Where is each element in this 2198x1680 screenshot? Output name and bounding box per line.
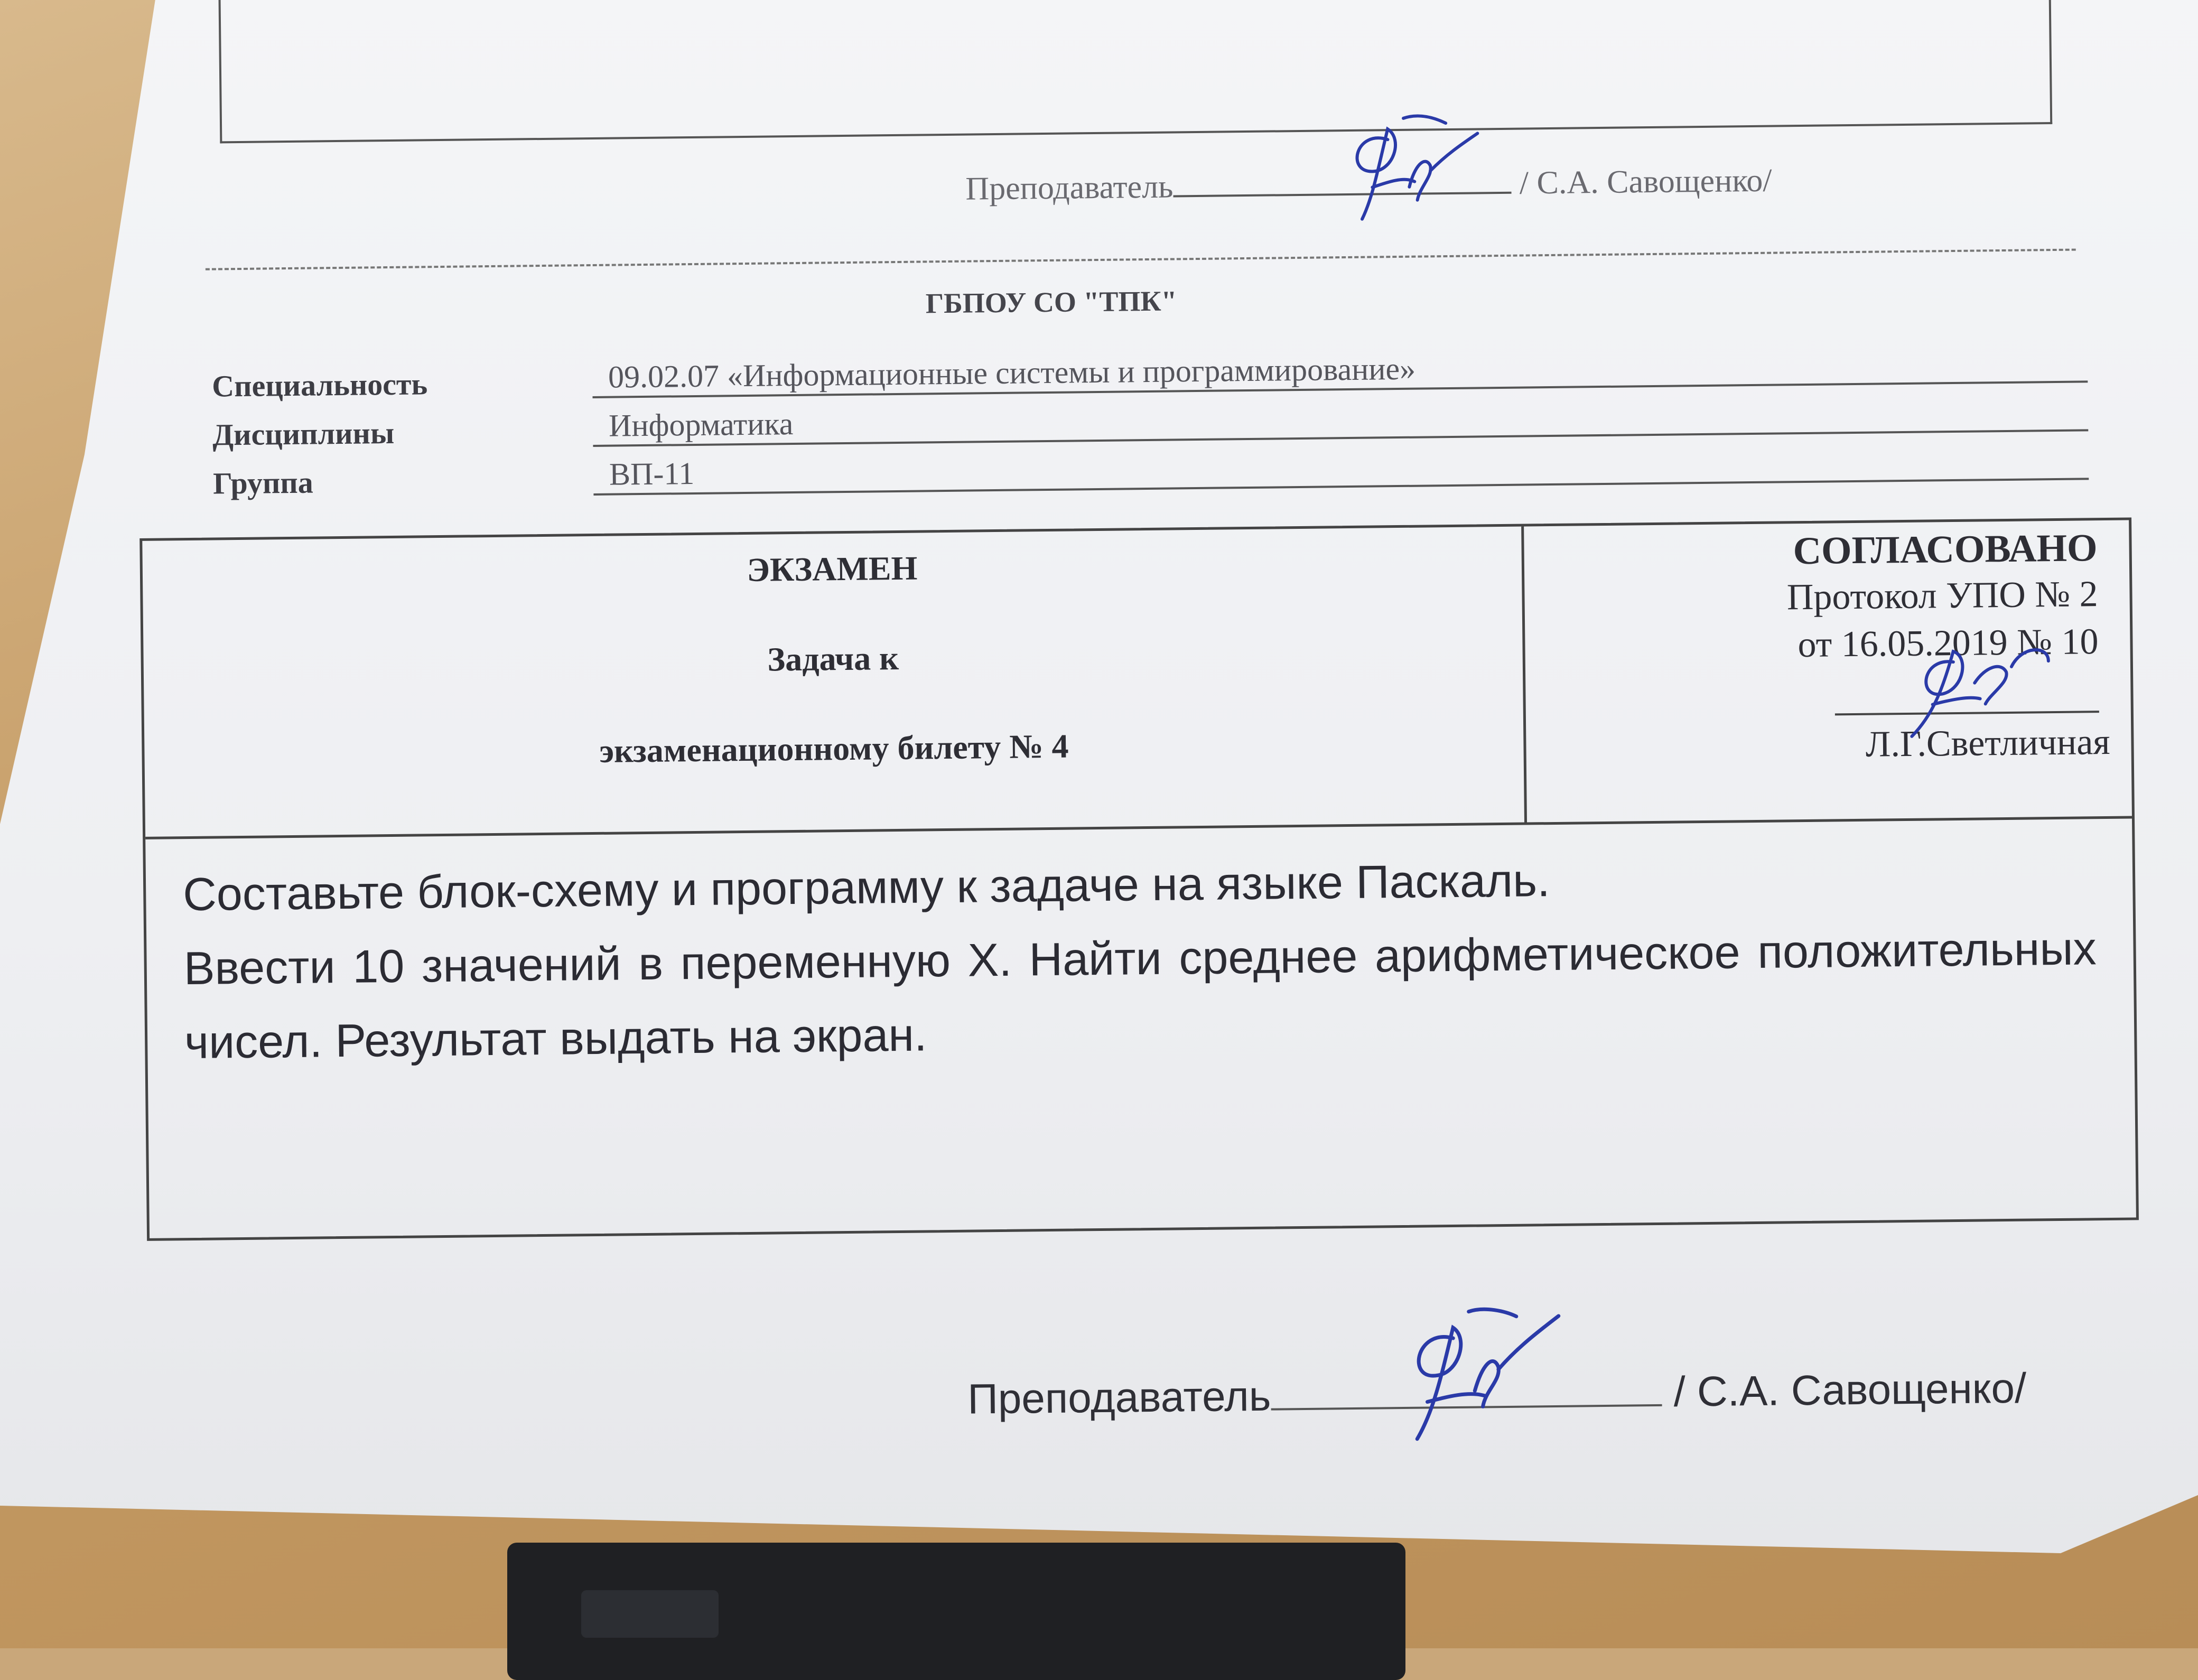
exam-title: ЭКЗАМЕН	[747, 549, 918, 589]
task-intro: Составьте блок-схему и программу к задаче на языке Паскаль.	[182, 854, 1550, 921]
task-body	[146, 837, 2135, 1080]
approval-title: СОГЛАСОВАНО	[1793, 526, 2098, 573]
cut-line	[206, 249, 2076, 270]
task-text: Ввести 10 значений в переменную X. Найти среднее арифметическое положительных чисел. Результат выдать на экран.	[183, 922, 2097, 1069]
top-teacher-name: / С.А. Савощенко/	[1519, 162, 1772, 201]
top-teacher-role: Преподаватель	[965, 169, 1173, 207]
meta-value: 09.02.07 «Информационные системы и программирование»	[592, 343, 2088, 398]
ticket-number: экзаменационному билету № 4	[599, 727, 1069, 770]
exam-ticket	[139, 518, 2139, 1241]
ticket-header	[142, 520, 2132, 839]
ticket-meta	[201, 349, 2089, 514]
organization-name: ГБПОУ СО "ТПК"	[925, 285, 1177, 320]
approval-protocol: Протокол УПО № 2	[1786, 574, 2098, 618]
approver-name: Л.Г.Светличная	[1865, 721, 2110, 765]
task-heading: Задача к	[767, 639, 899, 678]
bottom-teacher-role: Преподаватель	[967, 1372, 1271, 1423]
meta-value: ВП-11	[593, 441, 2089, 496]
bottom-teacher-signature	[1379, 1295, 1570, 1455]
top-teacher-signature	[1324, 107, 1494, 235]
meta-label: Группа	[212, 465, 314, 501]
approver-signature	[1879, 624, 2070, 753]
previous-ticket-box	[218, 0, 2052, 143]
ticket-title-cell	[142, 527, 1527, 837]
meta-value: Информатика	[593, 392, 2089, 447]
approval-date: от 16.05.2019 № 10	[1797, 621, 2099, 666]
meta-label: Дисциплины	[212, 415, 395, 452]
meta-label: Специальность	[211, 367, 428, 404]
bottom-teacher-name: / С.А. Савощенко/	[1673, 1364, 2027, 1415]
